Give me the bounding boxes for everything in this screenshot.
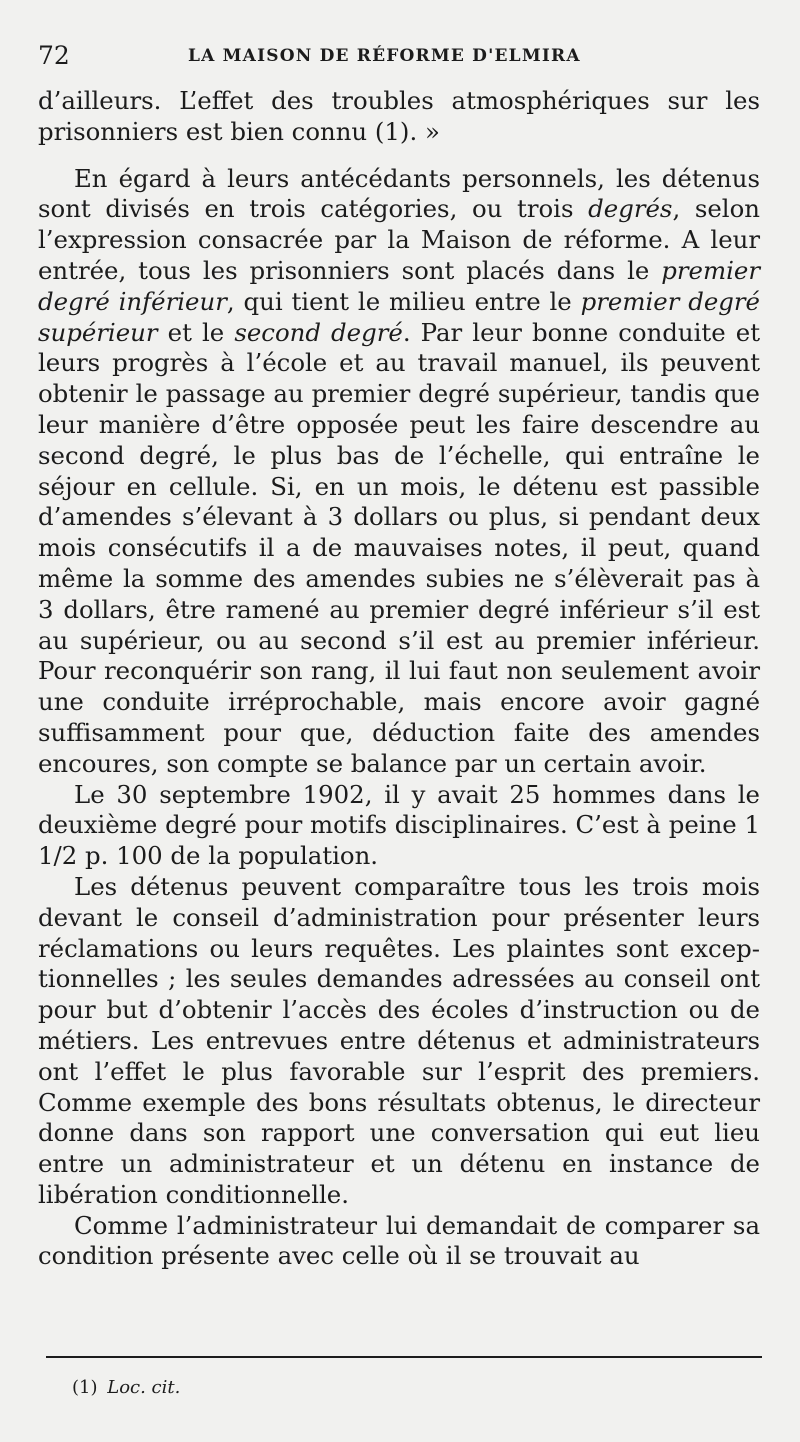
paragraph-2-text-3: , qui tient le milieu entre le bbox=[226, 286, 581, 316]
footnote bbox=[72, 1376, 180, 1400]
paragraph-4: Les détenus peuvent comparaître tous les trois mois devant le conseil d’administration pour présenter leurs réclamations ou leurs requêtes. Les plaintes sont exceptionnelles ; les seules demandes adressées au conseil ont pour but d’obtenir l’accès des écoles d’instruction ou de métiers. Les entrevues entre détenus et administrateurs ont l’effet le plus favorable sur l’esprit des premiers. Comme exemple des bons résultats obtenus, le directeur donne dans son rapport une conversation qui eut lieu entre un administrateur et un détenu en instance de libération conditionnelle. bbox=[38, 871, 760, 1209]
running-title: LA MAISON DE RÉFORME D'ELMIRA bbox=[188, 46, 581, 66]
term-second-degre: second degré bbox=[234, 317, 403, 347]
page-number: 72 bbox=[38, 41, 70, 70]
paragraph-5: Comme l’administrateur lui demandait de comparer sa condition présente avec celle où il se trouvait au bbox=[38, 1210, 760, 1271]
term-premier-degre-superieur: premier degré supérieur bbox=[38, 286, 760, 347]
paragraph-1: d’ailleurs. L’effet des troubles atmosphériques sur les prisonniers est bien connu (1). » bbox=[38, 86, 760, 146]
body-text bbox=[38, 86, 760, 1272]
paragraph-2-text-1: En égard à leurs antécédants personnels, les détenus sont divisés en trois catégories, ou trois bbox=[38, 163, 760, 224]
paragraph-2-text-4: et le bbox=[157, 317, 235, 347]
term-degres: degrés bbox=[588, 194, 673, 224]
footnote-divider bbox=[46, 1356, 762, 1358]
footnote-marker: (1) bbox=[72, 1377, 98, 1398]
paragraph-2-text-2: , selon l’expression consacrée par la Maison de réforme. A leur entrée, tous les prisonniers sont placés dans le bbox=[38, 194, 760, 285]
paragraph-2 bbox=[38, 164, 760, 780]
page-header bbox=[38, 38, 768, 74]
term-premier-degre-inferieur: premier degré inférieur bbox=[38, 255, 760, 316]
paragraph-2-text-5: . Par leur bonne conduite et leurs progrès à l’école et au travail manuel, ils peuvent obtenir le passage au premier degré supérieur, tandis que leur manière d’être opposée peut les faire descendre au second degré, le plus bas de l’échelle, qui entraîne le séjour en cellule. Si, en un mois, le détenu est passible d’amendes s’élevant à 3 dollars ou plus, si pendant deux mois consécutifs il a de mauvaises notes, il peut, quand même la somme des amendes subies ne s’élèverait pas à 3 dollars, être ramené au premier degré inférieur s’il est au supérieur, ou au second s’il est au premier inférieur. Pour reconquérir son rang, il lui faut non seulement avoir une conduite irréprochable, mais encore avoir gagné suffisamment pour que, déduction faite des amendes encoures, son compte se balance par un certain avoir. bbox=[38, 317, 760, 778]
paragraph-3: Le 30 septembre 1902, il y avait 25 hommes dans le deuxième degré pour motifs disciplinaires. C’est à peine 1 1/2 p. 100 de la population. bbox=[38, 779, 760, 871]
footnote-text: Loc. cit. bbox=[107, 1377, 181, 1398]
